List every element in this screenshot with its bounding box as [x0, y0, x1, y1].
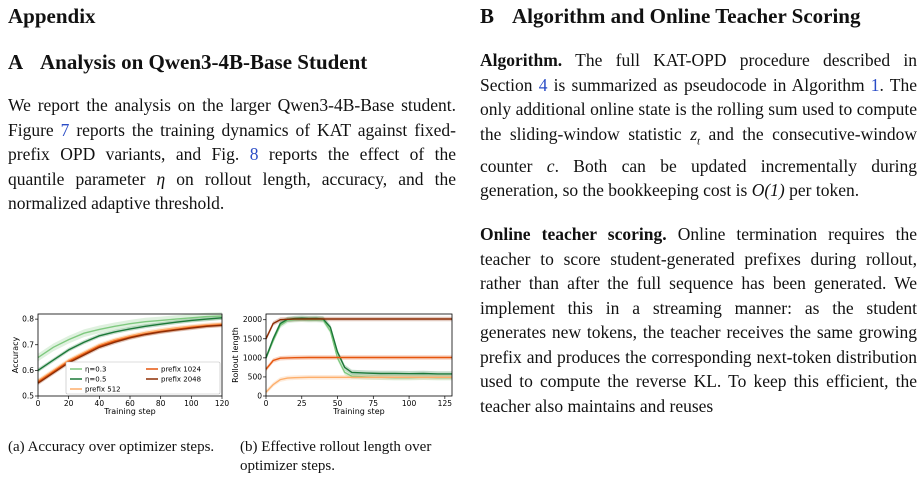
intro-text: on rollout length, accuracy, and the normalized adaptive threshold. — [8, 168, 456, 213]
intro-text: We report the analysis on the larger Qwen3-4B-Base student. Figure — [8, 95, 456, 140]
y-tick-label: 0.8 — [22, 314, 34, 324]
algorithm-text: . The only additional online state is the rolling sum used to compute the sliding-window statistic — [480, 74, 917, 144]
big-o-symbol: O(1) — [751, 180, 785, 200]
rollout-length-chart — [228, 308, 460, 420]
algorithm-1-link[interactable]: 1 — [870, 74, 880, 95]
series-line — [266, 318, 452, 374]
x-tick-label: 75 — [368, 399, 379, 408]
algorithm-paragraph — [480, 48, 917, 203]
online-scoring-heading: Online teacher scoring. — [480, 224, 667, 244]
y-tick-label: 0 — [257, 391, 262, 401]
x-tick-label: 125 — [437, 399, 453, 408]
series-line — [266, 319, 452, 377]
x-tick-label: 100 — [184, 399, 199, 408]
section-b-title: Algorithm and Online Teacher Scoring — [512, 4, 861, 28]
y-tick-label: 0.6 — [22, 365, 34, 375]
legend-label: prefix 512 — [85, 385, 121, 394]
figure-7-link[interactable]: 7 — [60, 119, 70, 140]
caption-b: (b) Effective rollout length over optimizer steps. — [240, 439, 432, 474]
y-axis-label: Rollout length — [231, 327, 240, 383]
section-b-number: B — [480, 4, 495, 28]
axes-frame — [266, 314, 452, 396]
y-tick-label: 500 — [247, 372, 262, 382]
section-b-heading — [480, 4, 860, 29]
x-tick-label: 20 — [63, 399, 74, 408]
c-symbol: c — [546, 155, 555, 176]
legend-label: η=0.5 — [85, 375, 107, 384]
algorithm-text: . Both can be updated incrementally during generation, so the bookkeeping cost is — [480, 155, 917, 200]
appendix-a-intro — [8, 93, 456, 216]
x-tick-label: 50 — [332, 399, 343, 408]
plot-area — [266, 316, 452, 395]
algorithm-text: per token. — [784, 180, 860, 200]
x-tick-label: 25 — [296, 399, 307, 408]
x-tick-label: 60 — [125, 399, 135, 408]
x-axis-label: Training step — [333, 407, 385, 416]
y-tick-label: 0.5 — [22, 391, 34, 401]
x-tick-label: 80 — [155, 399, 166, 408]
appendix-heading: Appendix — [8, 4, 96, 28]
section-4-link[interactable]: 4 — [538, 74, 548, 95]
intro-text: reports the effect of the quantile parameter — [8, 144, 456, 189]
algorithm-text: The full KAT-OPD procedure described in Section — [480, 50, 917, 95]
y-tick-label: 1000 — [242, 353, 262, 363]
x-tick-label: 0 — [35, 399, 41, 408]
legend-label: prefix 1024 — [161, 365, 202, 374]
y-tick-label: 1500 — [242, 334, 262, 344]
series-band — [266, 316, 452, 377]
legend-label: prefix 2048 — [161, 375, 202, 384]
algorithm-text: is summarized as pseudocode in Algorithm — [547, 74, 871, 95]
zt-symbol — [690, 123, 701, 147]
x-tick-label: 120 — [214, 399, 230, 408]
zt-base: z — [690, 123, 697, 144]
section-a-heading — [8, 50, 367, 75]
accuracy-chart — [8, 308, 230, 420]
algorithm-text: and the consecutive-window counter — [480, 123, 917, 176]
section-a-number: A — [8, 50, 24, 74]
online-scoring-paragraph — [480, 222, 917, 418]
algorithm-paragraph-heading: Algorithm. — [480, 50, 563, 70]
eta-symbol: η — [156, 168, 166, 189]
caption-a: (a) Accuracy over optimizer steps. — [8, 439, 215, 455]
x-axis-label: Training step — [104, 407, 156, 416]
online-scoring-text: Online termination requires the teacher to score student-generated prefixes during rollout, rather than after the full sequence has been generated. We implement this in a streaming manner: as the student generates new tokens, the teacher receives the same growing prefix and produces the corresponding next-token distribution used to compute the reverse KL. To keep this efficient, the teacher also maintains and reuses — [480, 224, 918, 416]
y-tick-label: 0.7 — [22, 340, 34, 350]
zt-subscript: t — [697, 135, 701, 147]
x-tick-label: 0 — [263, 399, 269, 408]
x-tick-label: 100 — [401, 399, 417, 408]
y-tick-label: 2000 — [242, 315, 262, 325]
intro-text: reports the training dynamics of KAT against fixed-prefix OPD variants, and Fig. — [8, 119, 456, 164]
figure-8-link[interactable]: 8 — [249, 144, 259, 164]
x-tick-label: 40 — [94, 399, 105, 408]
y-axis-label: Accuracy — [11, 336, 20, 374]
legend-label: η=0.3 — [85, 365, 107, 374]
section-a-title: Analysis on Qwen3-4B-Base Student — [40, 50, 368, 74]
